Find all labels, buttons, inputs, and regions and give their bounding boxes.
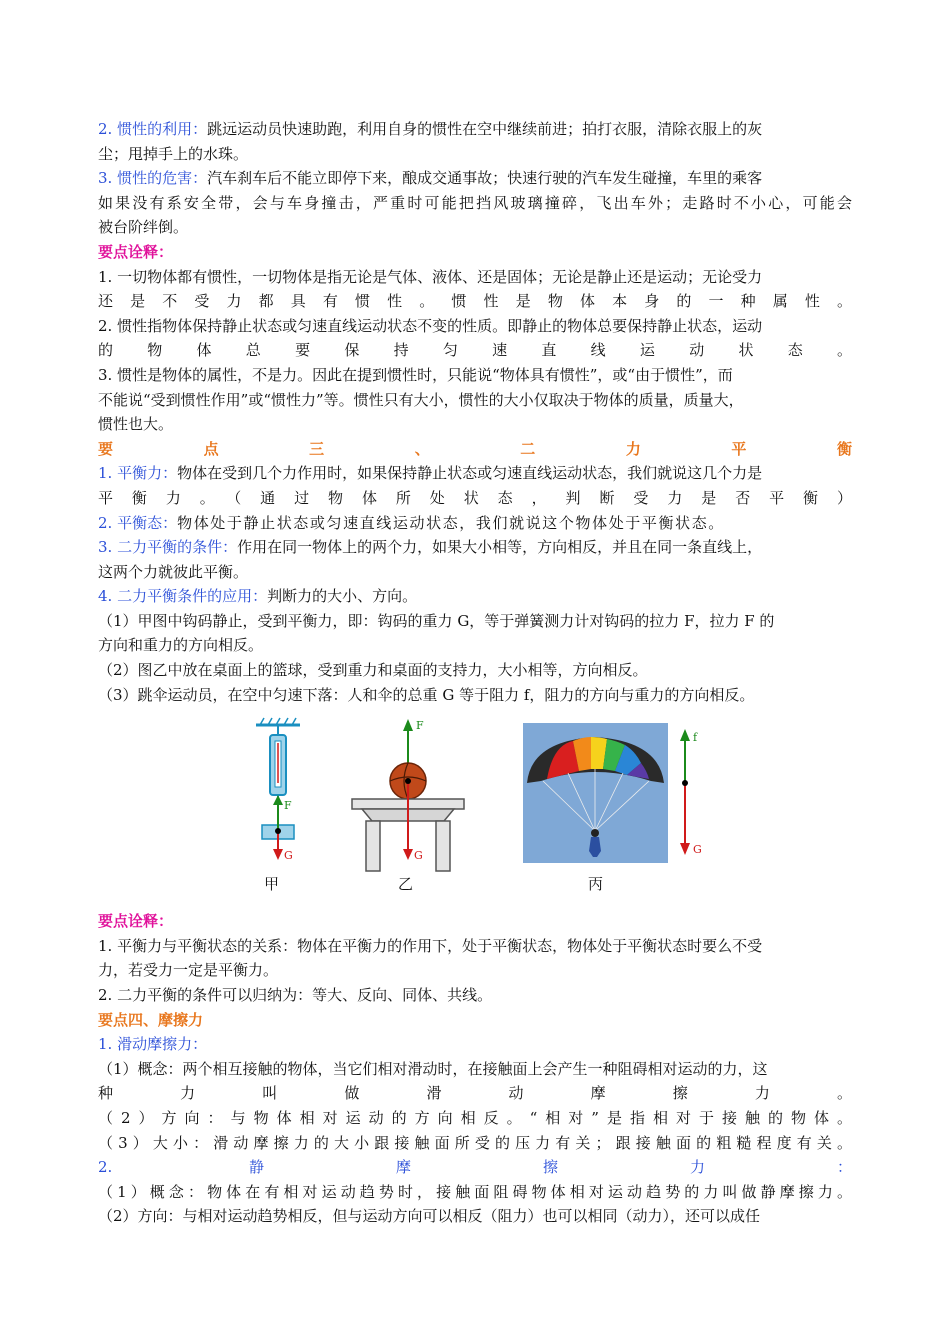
text-line: （1）甲图中钩码静止，受到平衡力，即：钩码的重力 G，等于弹簧测力计对钩码的拉力 F，拉力 F 的 (98, 611, 775, 630)
text-line: （1）概念：两个相互接触的物体，当它们相对滑动时，在接触面上会产生一种阻碍相对运动的力，这 (98, 1059, 768, 1078)
item-heading: 4. 二力平衡条件的应用： (98, 587, 268, 606)
item-heading: 1. 平衡力： (98, 464, 178, 483)
item-text: 物体在受到几个力作用时，如果保持静止状态或匀速直线运动状态，我们就说这几个力是 (177, 464, 763, 483)
text-line: 被台阶绊倒。 (98, 218, 189, 237)
sub-heading: 1. 滑动摩擦力： (98, 1035, 208, 1054)
item-text: 汽车刹车后不能立即停下来，酿成交通事故；快速行驶的汽车发生碰撞，车里的乘客 (207, 169, 763, 188)
text-line: 种力叫做滑动摩擦力。 (98, 1084, 852, 1103)
text-line: （1）概念：物体在有相对运动趋势时，接触面阻碍物体相对运动趋势的力叫做静摩擦力。 (98, 1182, 852, 1201)
section-heading: 要点三、二力平衡 (98, 439, 852, 458)
force-label-G: G (693, 843, 702, 857)
text-line: 1. 一切物体都有惯性，一切物体是指无论是气体、液体、还是固体；无论是静止还是运动；无论受力 (98, 267, 763, 286)
text-line: 2. 二力平衡的条件可以归纳为：等大、反向、同体、共线。 (98, 986, 493, 1005)
text-line: 还是不受力都具有惯性。惯性是物体本身的一种属性。 (98, 292, 852, 311)
text-line: 力，若受力一定是平衡力。 (98, 961, 279, 980)
text-line: （2）方向：与相对运动趋势相反，但与运动方向可以相反（阻力）也可以相同（动力），还可以成任 (98, 1207, 761, 1226)
paragraph-application (98, 584, 852, 609)
basketball-table-figure (348, 713, 473, 878)
spring-scale-figure (248, 713, 308, 868)
figure-caption-yi: 乙 (398, 875, 414, 894)
text-line: 平衡力。（通过物体所处状态，判断受力是否平衡） (98, 488, 852, 507)
text-line: 这两个力就彼此平衡。 (98, 562, 249, 581)
force-label-f: f (693, 731, 698, 745)
text-line: 不能说“受到惯性作用”或“惯性力”等。惯性只有大小，惯性的大小仅取决于物体的质量，质量大， (98, 390, 744, 409)
text-line: （3）大小：滑动摩擦力的大小跟接触面所受的压力有关；跟接触面的粗糙程度有关。 (98, 1133, 852, 1152)
text-line: （2）方向：与物体相对运动的方向相反。“相对”是指相对于接触的物体。 (98, 1109, 852, 1127)
force-label-G: G (414, 849, 423, 863)
paragraph-equilibrium (98, 511, 852, 536)
item-text: 判断力的大小、方向。 (267, 587, 418, 606)
item-text: 作用在同一物体上的两个力，如果大小相等，方向相反，并且在同一条直线上， (237, 538, 763, 557)
parachute-photo (523, 723, 668, 863)
force-label-F: F (284, 799, 292, 813)
item-text: 物体处于静止状态或匀速直线运动状态，我们就说这个物体处于平衡状态。 (177, 513, 725, 532)
force-label-F: F (416, 719, 424, 733)
text-line: （2）图乙中放在桌面上的篮球，受到重力和桌面的支持力，大小相等，方向相反。 (98, 661, 648, 680)
text-line: 如果没有系安全带，会与车身撞击，严重时可能把挡风玻璃撞碎，飞出车外；走路时不小心，可能会 (98, 193, 852, 212)
parachute-force-diagram (673, 723, 713, 863)
text-line: 的物体总要保持匀速直线运动状态。 (98, 341, 852, 360)
item-heading: 2. 惯性的利用： (98, 120, 208, 138)
text-line: 尘；甩掉手上的水珠。 (98, 144, 249, 163)
text-line: 3. 惯性是物体的属性，不是力。因此在提到惯性时，只能说“物体具有惯性”，或“由于惯性”，而 (98, 365, 733, 384)
paragraph-conditions (98, 535, 852, 560)
item-heading: 3. 二力平衡的条件： (98, 538, 238, 557)
item-heading: 3. 惯性的危害： (98, 169, 208, 188)
document-page (98, 117, 852, 1229)
item-text: 跳远运动员快速助跑，利用自身的惯性在空中继续前进；拍打衣服，清除衣服上的灰 (207, 120, 763, 138)
paragraph-inertia-use (98, 117, 852, 142)
force-label-G: G (284, 849, 293, 863)
figures-row (98, 713, 852, 903)
text-line: （3）跳伞运动员，在空中匀速下落：人和伞的总重 G 等于阻力 f，阻力的方向与重力的方向相反。 (98, 685, 755, 704)
sub-heading: 2. 静摩擦力： (98, 1158, 852, 1177)
section-heading: 要点四、摩擦力 (98, 1010, 204, 1029)
note-heading: 要点诠释： (98, 912, 174, 931)
paragraph-balanced-force (98, 461, 852, 486)
item-heading: 2. 平衡态： (98, 513, 178, 532)
text-line: 惯性也大。 (98, 415, 174, 434)
figure-caption-bing: 丙 (588, 875, 604, 894)
text-line: 1. 平衡力与平衡状态的关系：物体在平衡力的作用下，处于平衡状态，物体处于平衡状态时要么不受 (98, 936, 763, 955)
figure-caption-jia: 甲 (264, 875, 280, 894)
note-heading: 要点诠释： (98, 242, 174, 261)
paragraph-inertia-harm (98, 166, 852, 191)
text-line: 方向和重力的方向相反。 (98, 636, 264, 655)
text-line: 2. 惯性指物体保持静止状态或匀速直线运动状态不变的性质。即静止的物体总要保持静止状态，运动 (98, 316, 763, 335)
